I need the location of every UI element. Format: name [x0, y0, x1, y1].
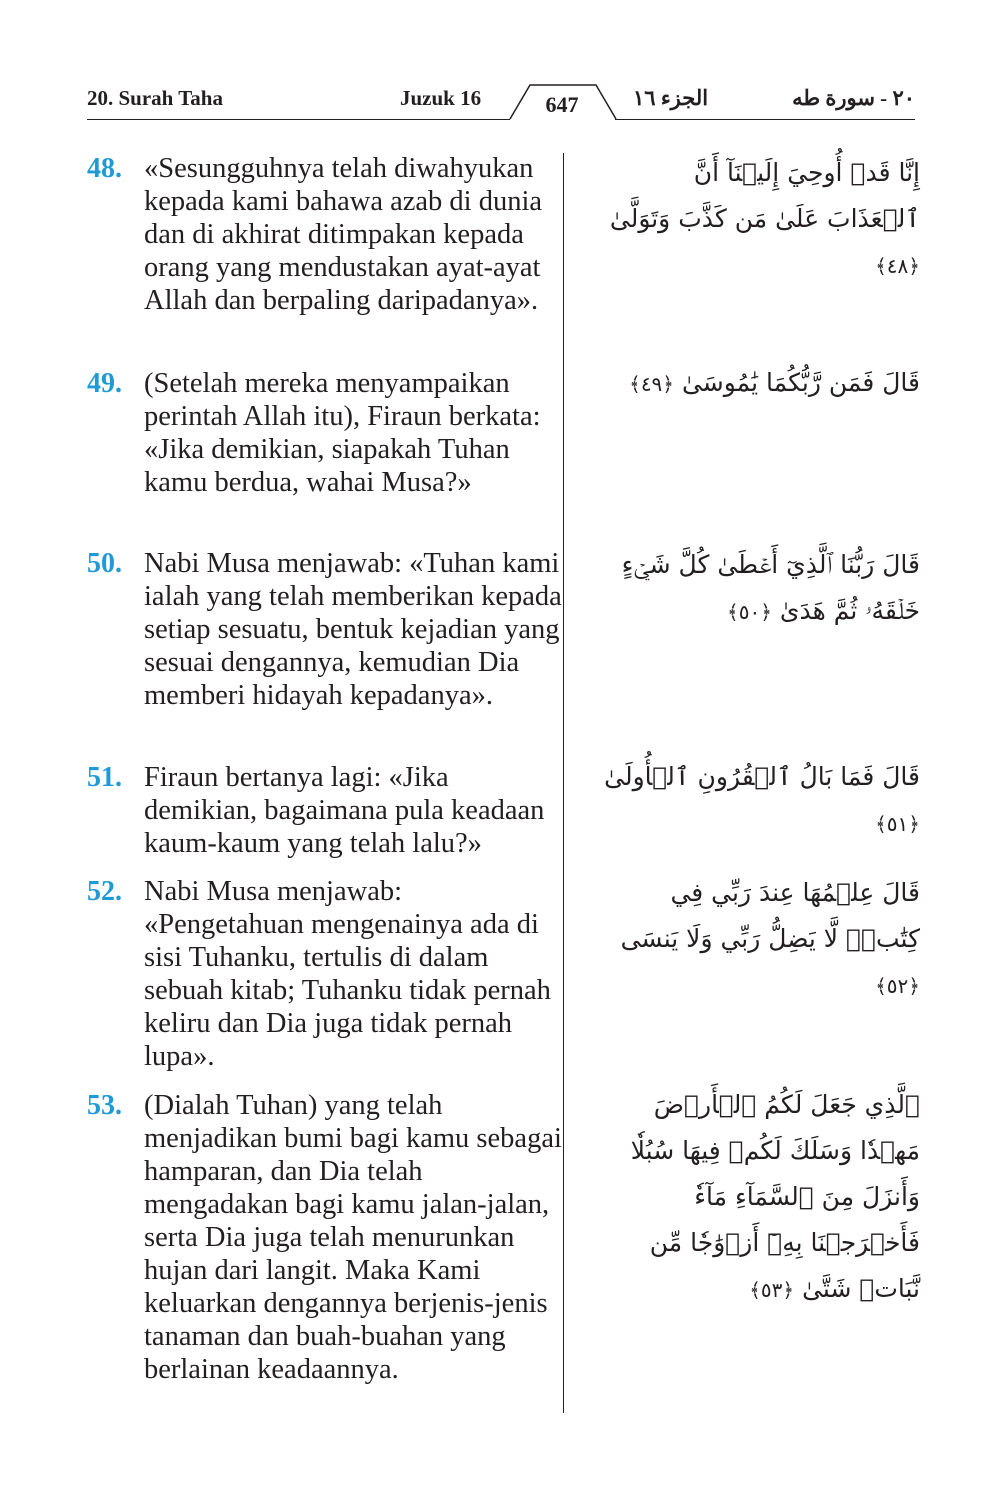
arabic-text: إِنَّا قَدۡ أُوحِيَ إِلَيۡنَآ أَنَّ ٱلۡعَذَابَ عَلَىٰ مَن كَذَّبَ وَتَوَلَّىٰ: [609, 158, 920, 233]
ayah-number-mark: ﴿٥١﴾: [875, 812, 920, 836]
verse-translation: «Sesungguhnya telah diwahyukan kepada kami bahawa azab di dunia dan di akhirat ditimpakan kepada orang yang mendustakan ayat-ayat Allah dan berpaling daripadanya».: [144, 153, 543, 316]
arabic-text: قَالَ فَمَا بَالُ ٱلۡقُرُونِ ٱلۡأُولَىٰ: [604, 762, 920, 791]
column-divider: [563, 153, 564, 1413]
verse-translation: Firaun bertanya lagi: «Jika demikian, bagaimana pula keadaan kaum-kaum yang telah lalu?»: [144, 762, 545, 859]
arabic-text: قَالَ فَمَن رَّبُّكُمَا يَٰمُوسَىٰ: [681, 368, 920, 397]
verse-number: 48.: [87, 153, 122, 184]
arabic-text: قَالَ عِلۡمُهَا عِندَ رَبِّي فِي كِتَٰبٖۖ لَّا يَضِلُّ رَبِّي وَلَا يَنسَى: [620, 878, 920, 953]
juz-label-latin: Juzuk 16: [400, 86, 482, 110]
ayah-number-mark: ﴿٥٢﴾: [875, 974, 920, 998]
arabic-text: ٱلَّذِي جَعَلَ لَكُمُ ٱلۡأَرۡضَ مَهۡدٗا وَسَلَكَ لَكُمۡ فِيهَا سُبُلٗا وَأَنزَلَ مِنَ ٱلسَّمَآءِ مَآءٗ فَأَخۡرَجۡنَا بِهِۦٓ أَزۡوَٰجٗا مِّن نَّبَاتٖ شَتَّىٰ: [630, 1090, 920, 1303]
verse-number: 51.: [87, 762, 122, 793]
surah-title-arabic: ٢٠ - سورة طه: [792, 86, 915, 110]
arabic-verse-51: [600, 754, 920, 847]
verse-number: 53.: [87, 1090, 122, 1121]
verse-translation: (Setelah mereka menyampaikan perintah Allah itu), Firaun berkata: «Jika demikian, siapakah Tuhan kamu berdua, wahai Musa?»: [144, 368, 541, 498]
arabic-verse-49: [600, 360, 920, 407]
ayah-number-mark: ﴿٤٩﴾: [629, 372, 675, 396]
ayah-number-mark: ﴿٥٠﴾: [727, 600, 772, 624]
ayah-number-mark: ﴿٤٨﴾: [875, 254, 920, 278]
arabic-text: قَالَ رَبُّنَا ٱلَّذِيٓ أَعۡطَىٰ كُلَّ شَيۡءٍ خَلۡقَهُۥ ثُمَّ هَدَىٰ: [621, 550, 920, 625]
header-rule-left: [87, 119, 510, 120]
verse-translation: Nabi Musa menjawab: «Pengetahuan mengenainya ada di sisi Tuhanku, tertulis di dalam sebuah kitab; Tuhanku tidak pernah keliru dan Dia juga tidak pernah lupa».: [144, 876, 551, 1072]
arabic-verse-50: [600, 542, 920, 635]
page-number: 647: [545, 92, 579, 117]
verse-number: 49.: [87, 368, 122, 399]
page-header: [87, 82, 915, 122]
verse-translation: Nabi Musa menjawab: «Tuhan kami ialah yang telah memberikan kepada setiap sesuatu, bentuk kejadian yang sesuai dengannya, kemudian Dia memberi hidayah kepadanya».: [144, 548, 562, 711]
ayah-number-mark: ﴿٥٣﴾: [749, 1278, 795, 1302]
verse-translation: (Dialah Tuhan) yang telah menjadikan bumi bagi kamu sebagai hamparan, dan Dia telah mengadakan bagi kamu jalan-jalan, serta Dia juga telah menurunkan hujan dari langit. Maka Kami keluarkan dengannya berjenis-jenis tanaman dan buah-buahan yang berlainan keadaannya.: [144, 1090, 562, 1385]
verse-number: 52.: [87, 876, 122, 907]
verse-number: 50.: [87, 548, 122, 579]
surah-title-latin: 20. Surah Taha: [87, 86, 223, 110]
header-rule-right: [615, 119, 915, 120]
arabic-verse-52: [600, 870, 920, 1009]
juz-label-arabic: الجزء ١٦: [633, 86, 709, 110]
arabic-verse-48: [600, 150, 920, 289]
arabic-verse-53: [600, 1082, 920, 1313]
